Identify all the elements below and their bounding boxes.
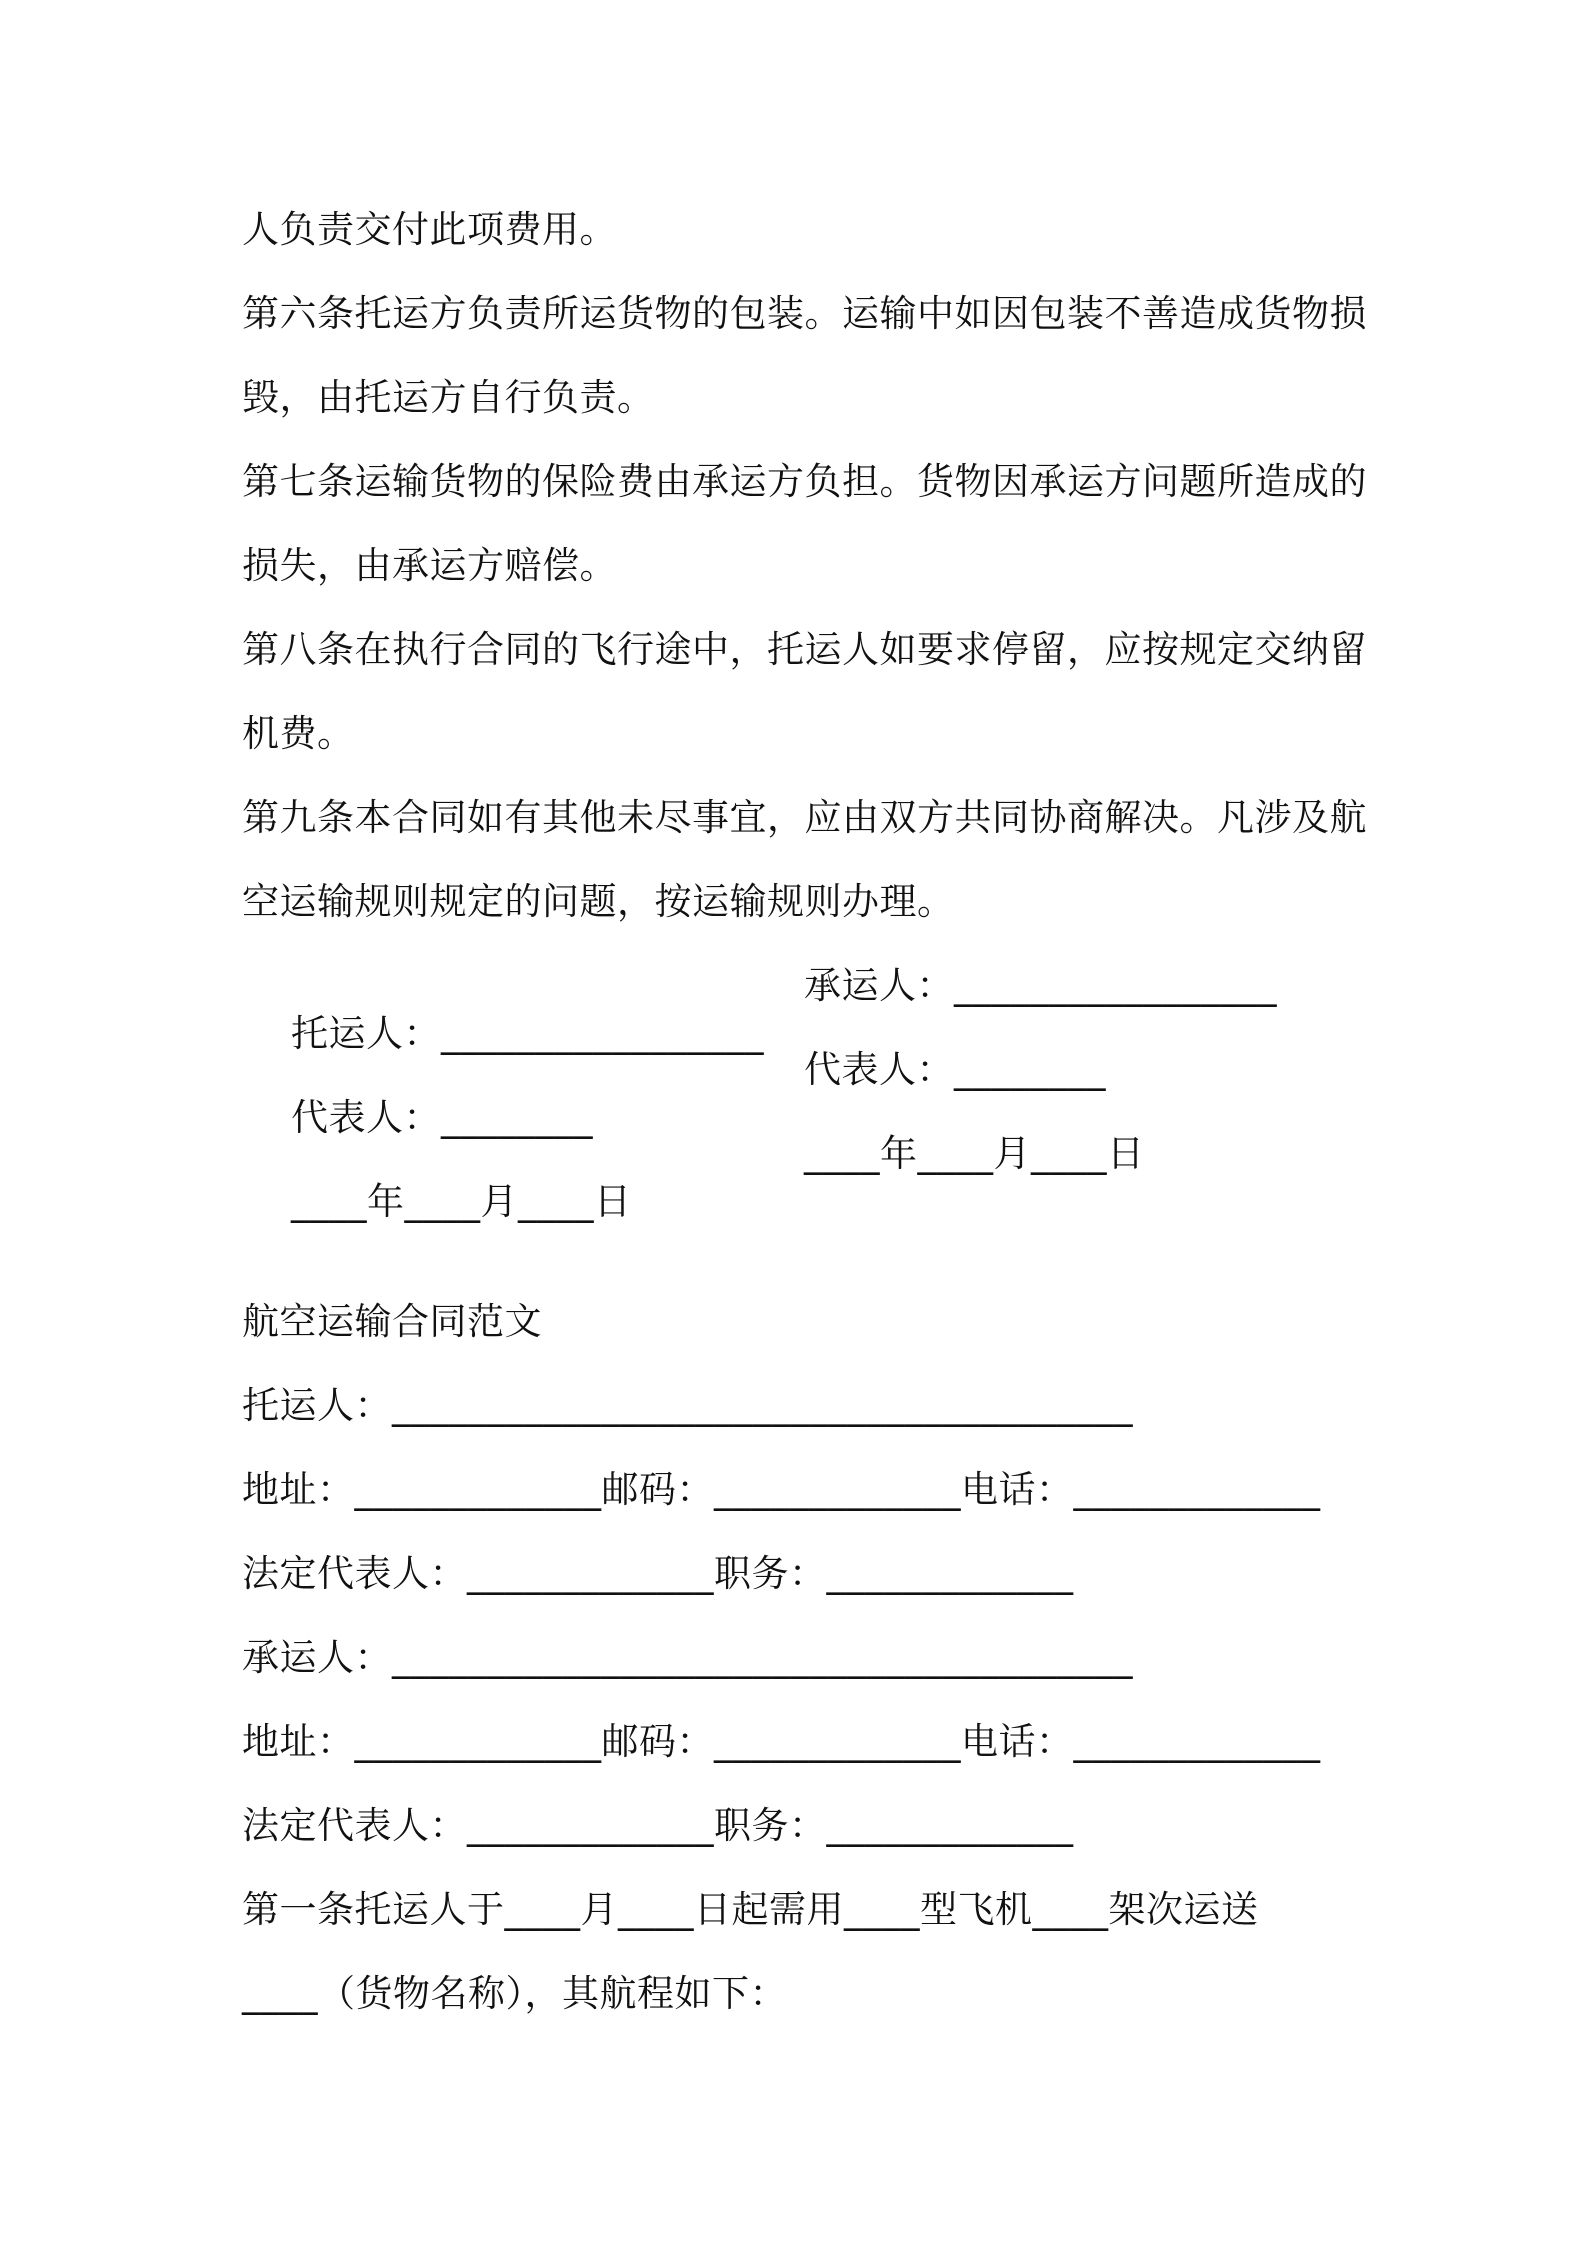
article-1-line-1: 第一条托运人于____月____日起需用____型飞机____架次运送 [242, 1888, 1259, 1931]
shipper-field: 托运人：_______________________________________ [242, 1384, 1133, 1427]
article-9-line-1: 第九条本合同如有其他未尽事宜，应由双方共同协商解决。凡涉及航 [242, 796, 1367, 839]
article-1-line-2: ____（货物名称），其航程如下： [242, 1972, 787, 2015]
carrier-legal-rep-row: 法定代表人：_____________职务：_____________ [242, 1804, 1074, 1847]
article-6-line-2: 毁，由托运方自行负责。 [242, 376, 655, 419]
article-8-line-1: 第八条在执行合同的飞行途中，托运人如要求停留，应按规定交纳留 [242, 628, 1367, 671]
article-8-line-2: 机费。 [242, 712, 355, 755]
shipper-signature-field: 托运人：_________________ [291, 1012, 765, 1055]
carrier-field: 承运人：_______________________________________ [242, 1636, 1133, 1679]
shipper-date-field: ____年____月____日 [291, 1180, 632, 1223]
paragraph-line: 人负责交付此项费用。 [242, 208, 617, 251]
article-7-line-2: 损失，由承运方赔偿。 [242, 544, 617, 587]
shipper-address-row: 地址：_____________邮码：_____________电话：_____________ [242, 1468, 1321, 1511]
section-title: 航空运输合同范文 [242, 1300, 542, 1343]
signature-row-dates [242, 1130, 1362, 1322]
article-6-line-1: 第六条托运方负责所运货物的包装。运输中如因包装不善造成货物损 [242, 292, 1367, 335]
carrier-representative-field: 代表人：________ [804, 1048, 1106, 1091]
article-9-line-2: 空运输规则规定的问题，按运输规则办理。 [242, 880, 955, 923]
shipper-legal-rep-row: 法定代表人：_____________职务：_____________ [242, 1552, 1074, 1595]
carrier-signature-field: 承运人：_________________ [804, 964, 1277, 1007]
shipper-representative-field: 代表人：________ [291, 1096, 594, 1139]
article-7-line-1: 第七条运输货物的保险费由承运方负担。货物因承运方问题所造成的 [242, 460, 1367, 503]
carrier-address-row: 地址：_____________邮码：_____________电话：_____________ [242, 1720, 1321, 1763]
carrier-date-field: ____年____月____日 [804, 1132, 1145, 1175]
